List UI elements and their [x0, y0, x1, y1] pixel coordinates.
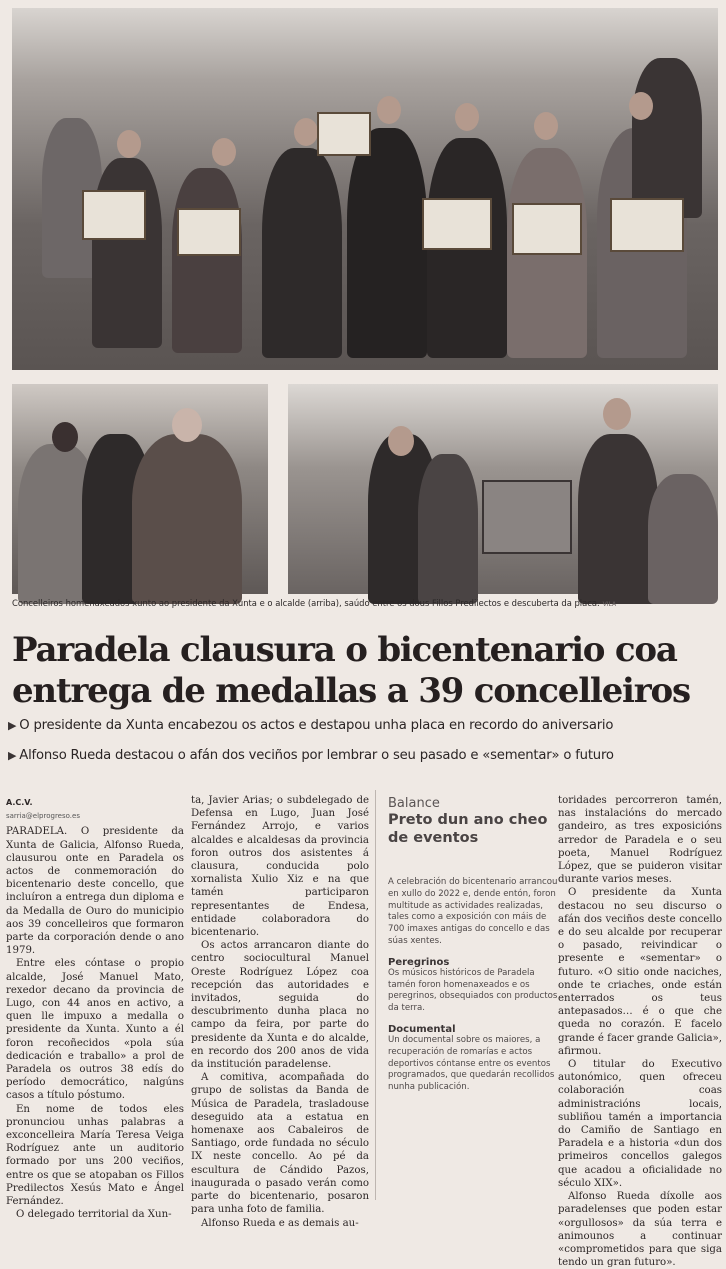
group-photo [12, 8, 718, 370]
photo-credit: VILA [602, 601, 617, 608]
article-column-2 [191, 794, 369, 1229]
sidebar-section-heading: Peregrinos [388, 956, 450, 968]
paragraph: O presidente da Xunta destacou no seu discurso o afán dos veciños deste concello e do seu alcalde por recuperar o pasado, reivindicar o presente e «sementar» o futuro. «O sitio onde naciches, onde te criaches, onde están enterrados os teus antepasados… é o que che queda no corazón. E facelo grande é facer grande Galicia», afirmou. [558, 887, 722, 1057]
sidebar-section-text: Os músicos históricos de Paradela tamén foron homenaxeados e os peregrinos, obsequiados con productos da terra. [388, 967, 558, 1014]
paragraph: En nome de todos eles pronunciou unhas palabras a exconcelleira María Teresa Veiga Rodríguez ante un auditorio formado por uns 200 veciños, entre os que se atopaban os Fillos Predilectos Xesús Mato e Ángel Fernández. [6, 1103, 184, 1208]
paragraph: Alfonso Rueda e as demais au- [201, 1217, 359, 1229]
paragraph: O delegado territorial da Xun- [16, 1209, 172, 1221]
author-email[interactable]: sarria@elprogreso.es [6, 812, 80, 821]
headline-line-2: entrega de medallas a 39 concelleiros [12, 671, 690, 711]
greeting-photo [12, 384, 268, 594]
subhead-2 [8, 748, 722, 763]
sidebar-title: Preto dun ano cheo de eventos [388, 812, 548, 846]
article-column-1 [6, 796, 184, 1221]
sidebar-kicker: Balance [388, 796, 440, 811]
triangle-bullet-icon: ▶ [8, 749, 17, 762]
sidebar-section-text: Un documental sobre os maiores, a recuperación de romarías e actos deportivos cóntanse entre os eventos programados, que quedarán recollidos nunha publicación. [388, 1034, 555, 1093]
subhead-1-text: O presidente da Xunta encabezou os actos e destapou unha placa en recordo do aniversario [19, 718, 614, 733]
paragraph: Alfonso Rueda díxolle aos paradelenses que poden estar «orgullosos» da súa terra e animounos a continuar «comprometidos para que siga tendo un gran futuro». [558, 1191, 722, 1269]
sidebar-intro: A celebración do bicentenario arrancou en xullo do 2022 e, dende entón, foron multitude as actividades realizadas, tales como a exposición con máis de 700 imaxes antigas do concello e das súas xentes. [388, 877, 558, 946]
photo-caption [12, 598, 716, 608]
subhead-1 [8, 718, 722, 733]
paragraph: ta, Javier Arias; o subdelegado de Defensa en Lugo, Juan José Fernández Arrojo, e varios alcaldes e alcaldesas da provincia foron outros dos asistentes á clausura, conducida polo xornalista Xulio Xiz e na que tamén participaron representantes de Endesa, entidade colaboradora do bicentenario. [191, 795, 369, 939]
plaque-photo [288, 384, 718, 594]
sidebar-box [375, 790, 560, 1200]
paragraph: Entre eles cóntase o propio alcalde, José Manuel Mato, rexedor decano da provincia de Lugo, con 44 anos en activo, a quen lle impuxo a medalla o presidente da Xunta. Xunto a él foron recoñecidos «pola súa dedicación e traballo» a prol de Paradela os outros 38 edís do período democrático, nalgúns casos a título póstumo. [6, 958, 184, 1102]
paragraph: O titular do Executivo autonómico, quen ofreceu colaboración coas administracións locais, subliñou tamén a importancia do Camiño de Santiago en Paradela e a historia «dun dos primeiros concellos galegos que acadou a oficialidade no século XIX». [558, 1059, 722, 1189]
byline: A.C.V. [6, 798, 33, 807]
headline [12, 630, 718, 712]
sidebar-section-heading: Documental [388, 1023, 456, 1035]
paragraph: toridades percorreron tamén, nas instalacións do mercado gandeiro, as tres exposicións arredor de Paradela e o seu poeta, Manuel Rodríguez López, que se puideron visitar durante varios meses. [558, 795, 722, 886]
subhead-2-text: Alfonso Rueda destacou o afán dos veciños por lembrar o seu pasado e «sementar» o futuro [19, 748, 614, 763]
paragraph: PARADELA. O presidente da Xunta de Galicia, Alfonso Rueda, clausurou onte en Paradela os actos de conmemoración do bicentenario deste concello, que incluíron a entrega dun diploma e da Medalla de Ouro do municipio aos 39 concelleiros que formaron parte da corporación dende o ano 1979. [6, 826, 184, 957]
article-column-4 [558, 794, 722, 1269]
paragraph: Os actos arrancaron diante do centro sociocultural Manuel Oreste Rodríguez López coa recepción das autoridades e invitados, seguida do descubrimento dunha placa no campo da feira, por parte do presidente da Xunta e do alcalde, en recordo dos 200 anos de vida da institución paradelense. [191, 940, 369, 1071]
triangle-bullet-icon: ▶ [8, 719, 17, 732]
paragraph: A comitiva, acompañada do grupo de solistas da Banda de Música de Paradela, trasladouse deseguido ata a estatua en homenaxe aos Cabaleiros de Santiago, orde fundada no século IX neste concello. Ao pé da escultura de Cándido Pazos, inaugurada o pasado verán como parte do bicentenario, posaron para unha foto de familia. [191, 1072, 369, 1216]
headline-line-1: Paradela clausura o bicentenario coa [12, 630, 677, 670]
caption-text: Concelleiros homenaxeados xunto ao presidente da Xunta e o alcalde (arriba), saúdo entre os dous Fillos Predilectos e descuberta da placa. [12, 598, 600, 608]
